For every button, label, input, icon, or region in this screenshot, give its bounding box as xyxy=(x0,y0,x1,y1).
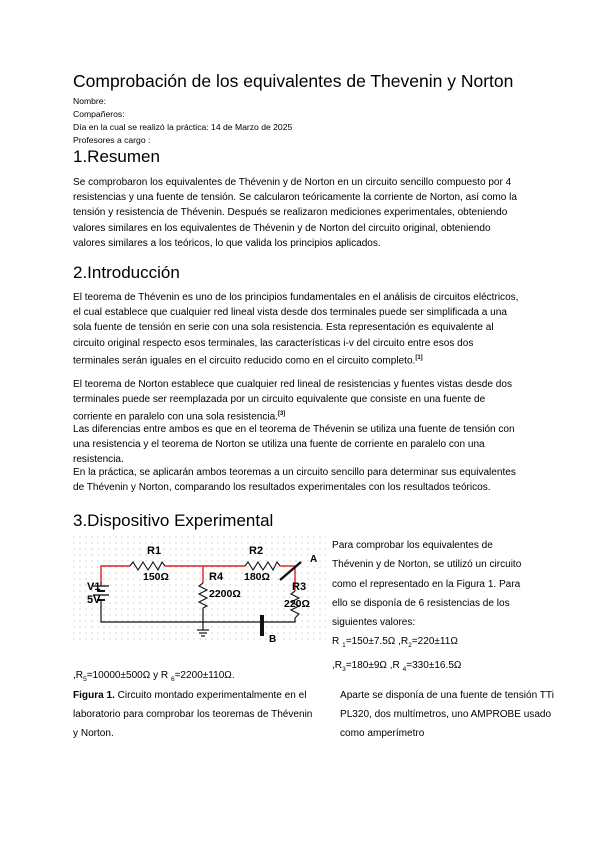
r5-value: =10000±500Ω xyxy=(86,670,151,681)
terminal-b-bar xyxy=(260,615,264,636)
r1-value: =150±7.5Ω xyxy=(345,636,396,648)
label-r4-value: 2200Ω xyxy=(209,588,241,600)
intro-paragraph-3: Las diferencias entre ambos es que en el teorema de Thévenin se utiliza una fuente de tensión con una resistencia y el teorema de Norton se utiliza una fuente de corriente en paralelo con una resistencia. xyxy=(73,424,515,466)
resumen-paragraph: Se comprobaron los equivalentes de Thévenin y de Norton en un circuito sencillo compuesto por 4 resistencias y una fuente de tensión. Se calcularon teóricamente la corriente de Norton, así como la tensión y resistencia de Thévenin. Después se realizaron mediciones experimentales, obteniendo valores similares en los equivalentes de Thévenin y de Norton del circuito original, obteniendo valores similares a los teóricos, lo que valida los principios aplicados. xyxy=(73,177,517,249)
equipment-paragraph: Aparte se disponía de una fuente de tensión TTi PL320, dos multímetros, uno AMPROBE usado como amperímetro xyxy=(340,690,554,740)
meta-nombre: Nombre: xyxy=(73,96,106,106)
breadboard-grid xyxy=(73,536,326,642)
label-r2: R2 xyxy=(249,545,264,557)
r3-value: =180±9Ω xyxy=(345,659,387,671)
heading-dispositivo: 3.Dispositivo Experimental xyxy=(73,511,274,530)
heading-introduccion: 2.Introducción xyxy=(73,263,180,282)
meta-profesores: Profesores a cargo : xyxy=(73,135,151,145)
label-terminal-b: B xyxy=(269,634,277,642)
label-r1-value: 150Ω xyxy=(143,571,169,583)
dispositivo-side-text xyxy=(332,536,532,679)
intro-paragraph-1 xyxy=(73,290,521,368)
dispositivo-side-paragraph: Para comprobar los equivalentes de Thévenin y de Norton, se utilizó un circuito como el representado en la Figura 1. Para ello se disponía de 6 resistencias de los siguientes valores: xyxy=(332,540,522,629)
intro-paragraph-2 xyxy=(73,377,521,425)
r4-value: =330±16.5Ω xyxy=(406,659,462,671)
label-v1-value: 5V xyxy=(87,594,101,606)
label-v1: V1 xyxy=(87,581,101,593)
intro-paragraph-4: En la práctica, se aplicarán ambos teoremas a un circuito sencillo para determinar sus equivalentes de Thévenin y Norton, comparando los resultados experimentales con los resultados teóricos. xyxy=(73,467,516,494)
resistor-values-line-2: $,R_3=180\pm 9\Omega$ ,R $_4$=330±16.5Ω xyxy=(332,659,462,673)
label-r3-value: 220Ω xyxy=(284,598,310,610)
r2-value: =220±11Ω xyxy=(411,636,458,648)
meta-companeros: Compañeros: xyxy=(73,109,125,119)
label-r2-value: 180Ω xyxy=(244,571,270,583)
label-terminal-a: A xyxy=(310,554,318,565)
intro-p1-text: El teorema de Thévenin es uno de los principios fundamentales en el análisis de circuitos eléctricos, el cual establece que cualquier red lineal vista desde dos terminales puede ser simplificada a una sola fuente de tensión en serie con una sola resistencia. Esta representación es equivalente al circuito original respecto esos terminales, las características i-v del circuito entre esos dos terminales serán iguales en el circuito reducido como en el circuito completo. xyxy=(73,292,519,367)
figure-caption-text: Circuito montado experimentalmente en el laboratorio para comprobar los teoremas de Thévenin y Norton. xyxy=(73,690,313,740)
intro-p2-text: El teorema de Norton establece que cualquier red lineal de resistencias y fuentes vistas desde dos terminales puede ser reemplazada por un circuito equivalente que consiste en una fuente de corriente en paralelo con una sola resistencia. xyxy=(73,379,512,423)
meta-fecha: Día en la cual se realizó la práctica: 14 de Marzo de 2025 xyxy=(73,122,293,132)
label-r3: R3 xyxy=(292,581,307,593)
resistor-values-line-1: R $_1$=150±7.5Ω $,R_2=220\pm 11\Omega$ xyxy=(332,636,458,650)
citation-1[interactable]: [1] xyxy=(415,354,423,361)
figure-caption xyxy=(73,686,313,744)
r6-value: =2200±110Ω. xyxy=(174,670,235,681)
circuit-diagram xyxy=(73,536,326,642)
label-r1: R1 xyxy=(147,545,162,557)
heading-resumen: 1.Resumen xyxy=(73,147,160,166)
document-title: Comprobación de los equivalentes de Thevenin y Norton xyxy=(73,71,514,91)
label-r4: R4 xyxy=(209,571,224,583)
citation-3[interactable]: [3] xyxy=(277,411,286,418)
resistor-values-line-3: $,R_5=10000\pm 500\Omega$ y R $_6$=2200±110Ω. xyxy=(73,670,235,683)
figure-label: Figura 1. xyxy=(73,690,115,701)
